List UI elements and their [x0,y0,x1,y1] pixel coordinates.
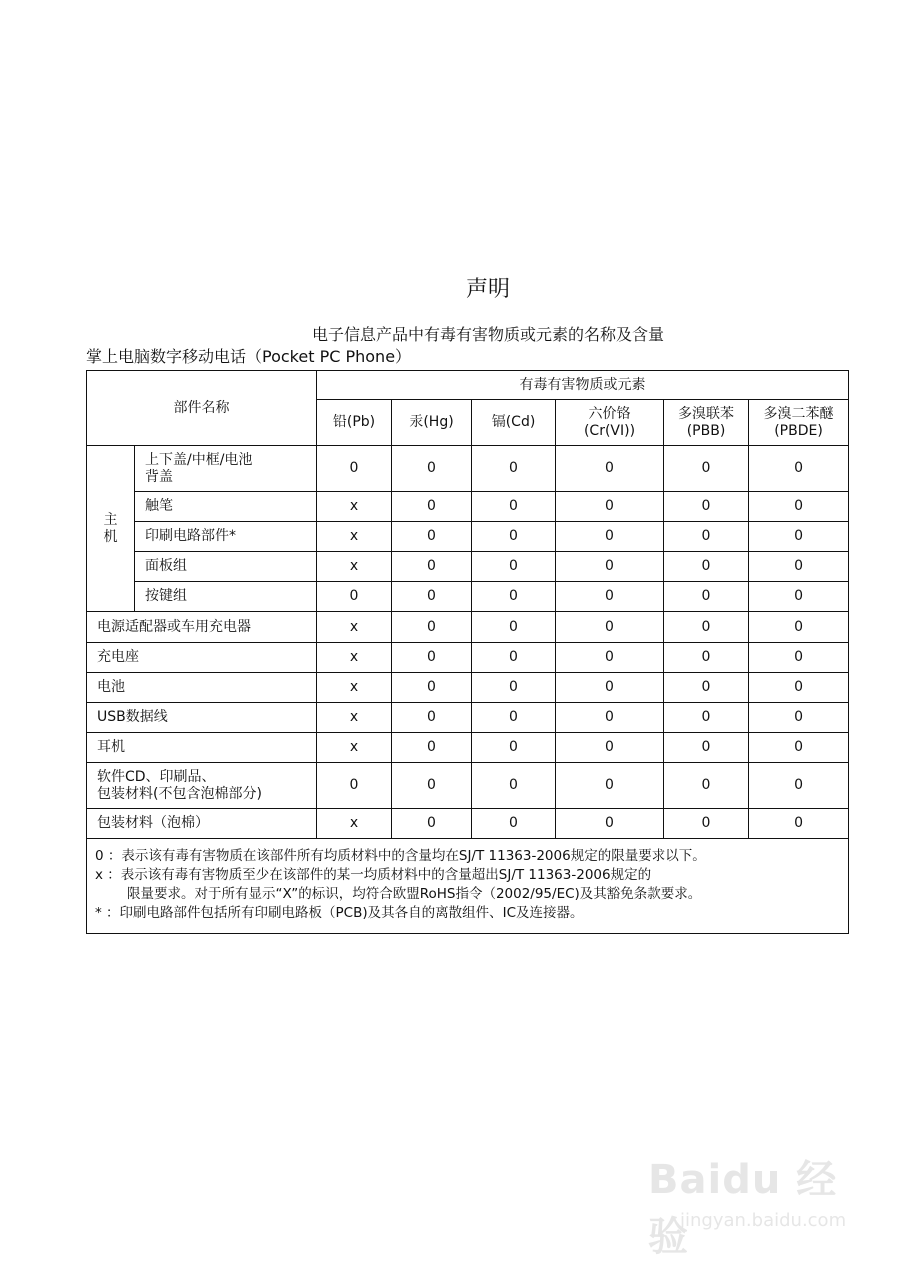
substance-value: 0 [392,446,472,492]
part-name [87,643,317,673]
legend-notes [87,839,849,934]
substance-value: x [317,733,392,763]
table-row [87,643,849,673]
column-header-line2: (Cr(VI)) [583,422,636,439]
column-header [749,400,849,446]
column-header-line1: 铅(Pb) [332,414,376,430]
note-line: 0 ：表示该有毒有害物质在该部件所有均质材料中的含量均在SJ/T 11363-2006规定的限量要求以下。 [95,848,706,864]
column-header-line2: (PBB) [686,422,726,439]
substances-header: 有毒有害物质或元素 [317,371,849,400]
substance-value: x [317,492,392,522]
substance-value: x [317,809,392,839]
table-row [87,763,849,809]
part-name [87,703,317,733]
part-name-line1: 电源适配器或车用充电器 [97,618,251,635]
substance-value: 0 [749,733,849,763]
part-name [87,612,317,643]
substance-value: 0 [472,552,556,582]
substance-value: 0 [317,582,392,612]
substance-value: 0 [556,552,664,582]
substance-value: 0 [472,492,556,522]
substance-value: x [317,673,392,703]
part-name-line1: 耳机 [97,739,125,755]
column-header [664,400,749,446]
substance-value: 0 [556,643,664,673]
host-group-label [87,446,135,612]
substance-value: 0 [392,703,472,733]
substance-value: 0 [664,763,749,809]
column-header-line1: 镉(Cd) [491,414,536,430]
substance-value: 0 [749,703,849,733]
substance-value: 0 [472,733,556,763]
table-subtitle: 电子信息产品中有毒有害物质或元素的名称及含量 [311,325,664,344]
substance-value: 0 [392,612,472,643]
column-header [392,400,472,446]
substance-value: 0 [472,612,556,643]
table-row [87,522,849,552]
column-header-line1: 多溴二苯醚 [763,405,834,422]
part-name [135,552,317,582]
column-header-line1: 汞(Hg) [409,414,454,430]
note-line: 限量要求。对于所有显示“X”的标识，均符合欧盟RoHS指令（2002/95/EC)及其豁免条款要求。 [127,886,702,902]
substance-value: 0 [472,643,556,673]
table-row [87,809,849,839]
table-row [87,552,849,582]
substance-value: 0 [392,582,472,612]
substance-value: 0 [556,763,664,809]
column-header [556,400,664,446]
part-name-line1: 上下盖/中框/电池 [145,451,253,468]
substance-value: 0 [472,522,556,552]
column-header [472,400,556,446]
substance-value: x [317,703,392,733]
substance-value: 0 [749,552,849,582]
substance-value: 0 [664,809,749,839]
substance-value: 0 [664,733,749,763]
host-label-line2: 机 [103,528,118,545]
host-label-line1: 主 [103,511,118,528]
part-name-line1: USB数据线 [97,709,168,725]
part-name [135,492,317,522]
part-name-line1: 触笔 [145,498,173,514]
part-name-line1: 包装材料（泡棉） [97,815,209,831]
substance-value: 0 [392,733,472,763]
substance-value: 0 [556,522,664,552]
part-name-header: 部件名称 [87,371,317,446]
substance-value: x [317,552,392,582]
watermark-url: jingyan.baidu.com [680,1210,847,1231]
substance-value: 0 [664,582,749,612]
part-name [135,446,317,492]
table-row [87,733,849,763]
column-header-line1: 六价铬 [588,405,631,422]
substance-value: 0 [556,446,664,492]
substance-value: 0 [317,446,392,492]
substance-value: 0 [749,643,849,673]
substance-value: x [317,522,392,552]
watermark-logo: Baidu 经验 [648,1157,838,1260]
substance-value: 0 [749,446,849,492]
substance-value: 0 [749,492,849,522]
substance-value: 0 [392,673,472,703]
column-header [317,400,392,446]
substance-value: 0 [556,492,664,522]
substance-value: 0 [392,552,472,582]
substance-value: 0 [472,673,556,703]
hazardous-substances-table [86,370,849,934]
substance-value: 0 [472,763,556,809]
substance-value: 0 [472,809,556,839]
substance-value: 0 [664,612,749,643]
substance-value: 0 [472,703,556,733]
column-header-line2: (PBDE) [774,422,823,439]
substance-value: 0 [556,703,664,733]
substance-value: 0 [556,612,664,643]
substance-value: 0 [664,446,749,492]
part-name [87,763,317,809]
table-row [87,582,849,612]
part-name-line1: 印刷电路部件* [145,528,236,544]
substance-value: 0 [317,763,392,809]
substance-value: 0 [664,522,749,552]
table-row [87,492,849,522]
table-row [87,703,849,733]
substance-value: 0 [392,643,472,673]
product-name: 掌上电脑数字移动电话（Pocket PC Phone） [86,347,412,366]
substance-value: 0 [556,582,664,612]
part-name [87,673,317,703]
substance-value: 0 [664,552,749,582]
notes-row [87,839,849,934]
part-name [87,809,317,839]
substance-value: 0 [392,763,472,809]
substance-value: 0 [556,673,664,703]
part-name-line1: 电池 [97,679,125,695]
part-name-line2: 背盖 [145,468,173,485]
part-name-line1: 软件CD、印刷品、 [97,768,216,785]
substance-value: x [317,612,392,643]
baidu-jingyan-watermark [640,1140,870,1260]
substance-value: 0 [472,582,556,612]
substance-value: 0 [392,522,472,552]
part-name-line2: 包装材料(不包含泡棉部分) [97,785,262,802]
note-line: * ：印刷电路部件包括所有印刷电路板（PCB)及其各自的离散组件、IC及连接器。 [95,905,584,921]
substance-value: 0 [472,446,556,492]
substance-value: 0 [556,733,664,763]
substance-value: 0 [749,809,849,839]
substance-value: x [317,643,392,673]
substance-value: 0 [749,763,849,809]
table-row [87,673,849,703]
column-header-line1: 多溴联苯 [678,405,734,422]
substance-value: 0 [664,643,749,673]
table-row [87,446,849,492]
page-title: 声明 [465,277,510,302]
part-name-line1: 按键组 [145,588,187,604]
part-name-line1: 面板组 [145,558,187,574]
part-name [135,522,317,552]
table-row [87,612,849,643]
part-name [135,582,317,612]
substance-value: 0 [392,492,472,522]
substance-value: 0 [749,612,849,643]
substance-value: 0 [749,582,849,612]
substance-value: 0 [664,492,749,522]
substance-value: 0 [664,673,749,703]
note-line: x ：表示该有毒有害物质至少在该部件的某一均质材料中的含量超出SJ/T 11363-2006规定的 [95,867,652,883]
part-name-line1: 充电座 [97,649,139,665]
substance-value: 0 [556,809,664,839]
substance-value: 0 [749,522,849,552]
substance-value: 0 [749,673,849,703]
part-name [87,733,317,763]
substance-value: 0 [664,703,749,733]
substance-value: 0 [392,809,472,839]
